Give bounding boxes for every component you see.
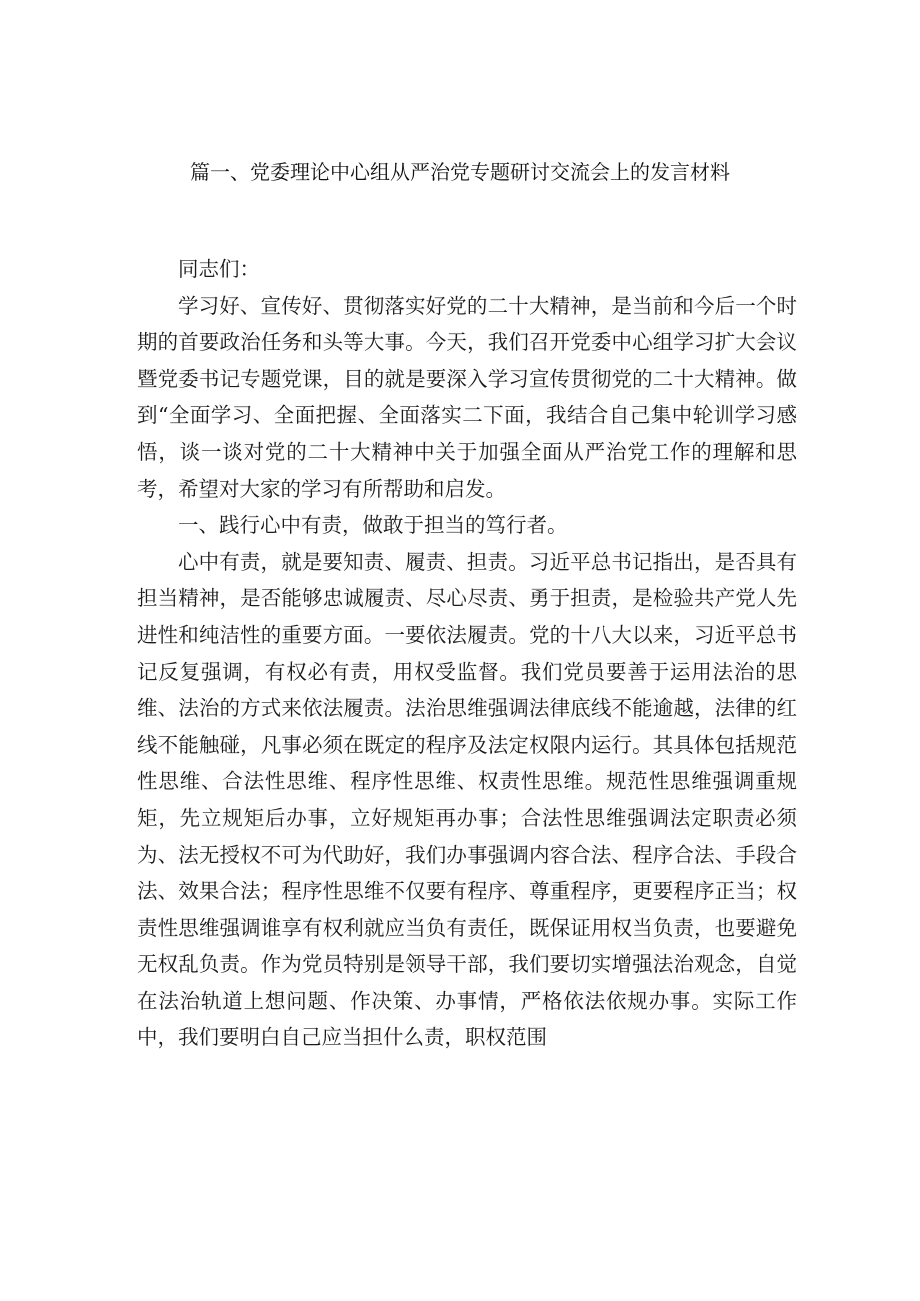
paragraph-intro: 学习好、宣传好、贯彻落实好党的二十大精神，是当前和今后一个时期的首要政治任务和头等大事。今天，我们召开党委中心组学习扩大会议暨党委书记专题党课，目的就是要深入学习宣传贯彻党的二十大精神。做到“全面学习、全面把握、全面落实二下面，我结合自己集中轮训学习感悟，谈一谈对党的二十大精神中关于加强全面从严治党工作的理解和思考，希望对大家的学习有所帮助和启发。 (137, 293, 797, 501)
section-heading-1: 一、践行心中有责，做敢于担当的笃行者。 (178, 513, 568, 538)
paragraph-section-1: 心中有责，就是要知责、履责、担责。习近平总书记指出，是否具有担当精神，是否能够忠诚履责、尽心尽责、勇于担责，是检验共产党人先进性和纯洁性的重要方面。一要依法履责。党的十八大以来，习近平总书记反复强调，有权必有责，用权受监督。我们党员要善于运用法治的思维、法治的方式来依法履责。法治思维强调法律底线不能逾越，法律的红线不能触碰，凡事必须在既定的程序及法定权限内运行。其具体包括规范性思维、合法性思维、程序性思维、权责性思维。规范性思维强调重规矩，先立规矩后办事，立好规矩再办事；合法性思维强调法定职责必须为、法无授权不可为代助好，我们办事强调内容合法、程序合法、手段合法、效果合法；程序性思维不仅要有程序、尊重程序，更要程序正当；权责性思维强调谁享有权利就应当负有责任，既保证用权当负责，也要避免无权乱负责。作为党员特别是领导干部，我们要切实增强法治观念，自觉在法治轨道上想问题、作决策、办事情，严格依法依规办事。实际工作中，我们要明白自己应当担什么责，职权范围 (137, 549, 797, 1050)
document-body (137, 251, 797, 1056)
document-title: 篇一、党委理论中心组从严治党专题研讨交流会上的发言材料 (190, 160, 730, 184)
greeting: 同志们： (178, 257, 260, 281)
